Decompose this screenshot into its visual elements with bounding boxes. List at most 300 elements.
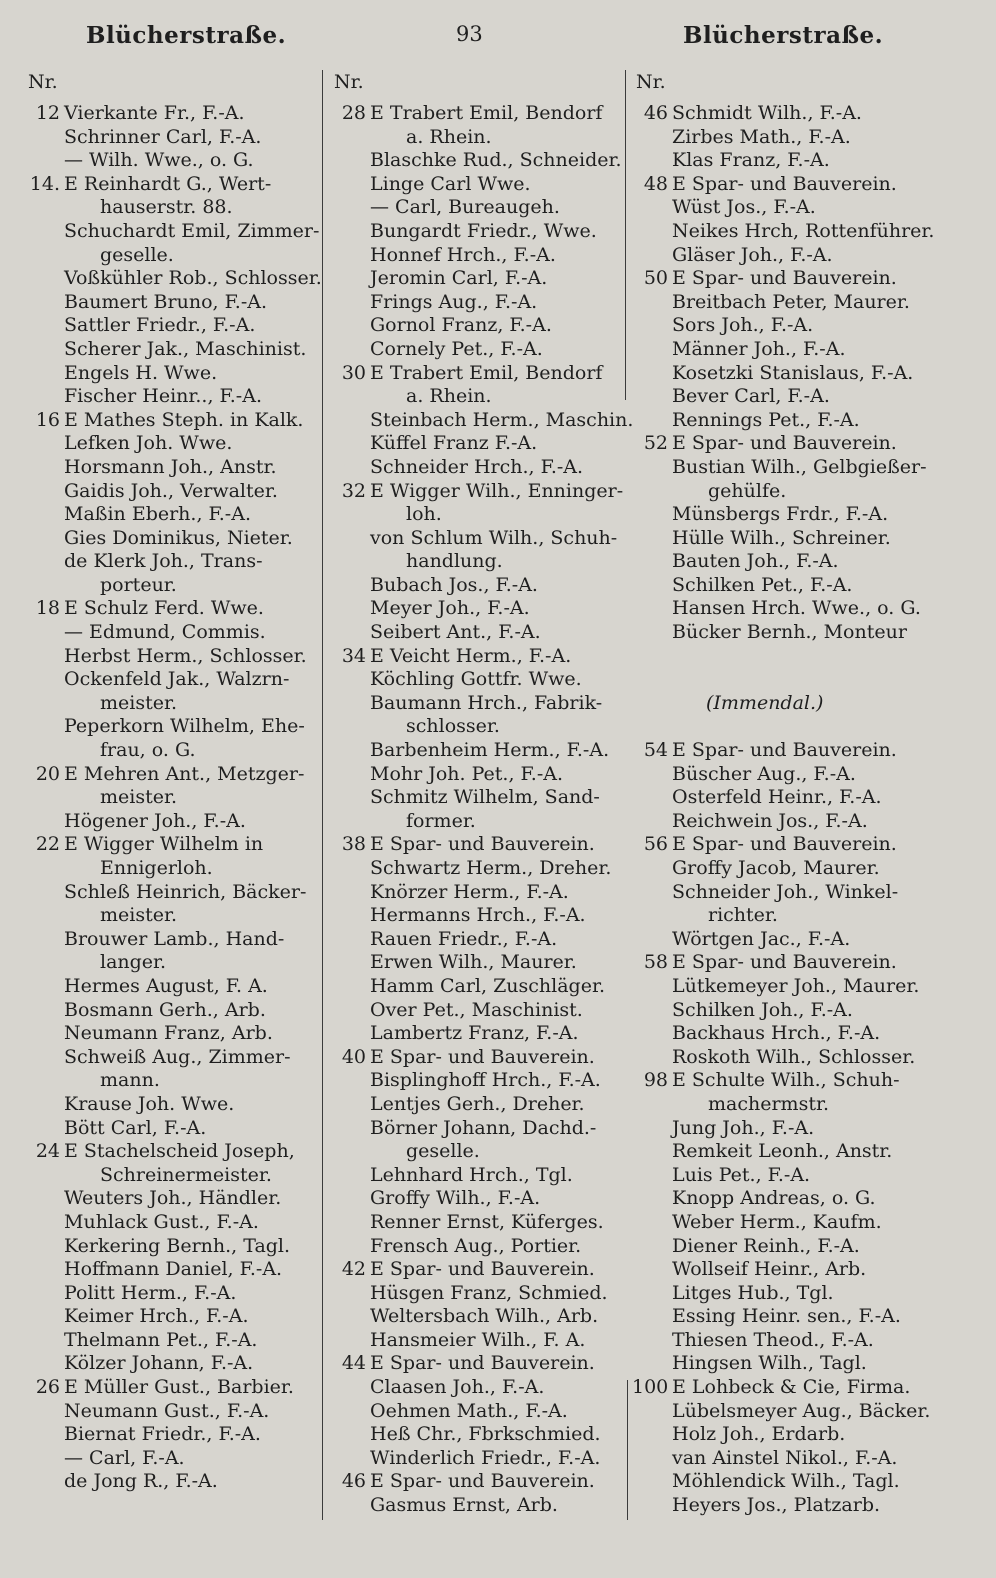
entry-text: Lehnhard Hrch., Tgl. xyxy=(370,1163,573,1186)
entry-text: former. xyxy=(406,809,476,832)
entry-text: E Spar- und Bauverein. xyxy=(370,1045,595,1068)
directory-entry xyxy=(330,857,620,881)
directory-entry xyxy=(632,1258,928,1282)
entry-text: mann. xyxy=(100,1069,160,1092)
page-number: 93 xyxy=(456,22,483,46)
directory-entry xyxy=(632,1305,928,1329)
entry-text: E Spar- und Bauverein. xyxy=(672,951,897,974)
entry-text: Bever Carl, F.-A. xyxy=(672,385,830,408)
directory-entry xyxy=(632,786,928,810)
directory-entry xyxy=(330,786,620,810)
directory-entry xyxy=(24,409,320,433)
entry-text: Lentjes Gerh., Dreher. xyxy=(370,1092,585,1115)
entry-text: Schrinner Carl, F.-A. xyxy=(64,125,262,148)
directory-entry xyxy=(330,1352,620,1376)
entry-text: E Spar- und Bauverein. xyxy=(672,833,897,856)
entry-text: Rauen Friedr., F.-A. xyxy=(370,927,558,950)
house-number: 34 xyxy=(341,644,366,667)
entry-text: Weuters Joh., Händler. xyxy=(64,1187,282,1210)
house-number: 32 xyxy=(341,479,366,502)
directory-entry xyxy=(330,951,620,975)
directory-entry xyxy=(632,999,928,1023)
entry-text: E Spar- und Bauverein. xyxy=(370,1352,595,1375)
directory-entry xyxy=(632,362,928,386)
directory-entry xyxy=(330,1022,620,1046)
entry-text: Schneider Hrch., F.-A. xyxy=(370,455,584,478)
directory-entry xyxy=(330,102,620,126)
entry-text: Münsbergs Frdr., F.-A. xyxy=(672,503,889,526)
directory-entry xyxy=(24,1117,320,1141)
directory-entry xyxy=(24,173,320,197)
directory-entry xyxy=(632,597,928,621)
entry-text: Schweiß Aug., Zimmer- xyxy=(64,1045,291,1068)
entry-text: Schreinermeister. xyxy=(100,1163,272,1186)
directory-entry xyxy=(330,1447,620,1471)
entry-text: Hingsen Wilh., Tagl. xyxy=(672,1352,867,1375)
entry-text: Fischer Heinr.., F.-A. xyxy=(64,385,262,408)
directory-entry xyxy=(24,1235,320,1259)
directory-entry xyxy=(632,1211,928,1235)
directory-entry xyxy=(632,1329,928,1353)
entry-text: Hermes August, F. A. xyxy=(64,974,268,997)
directory-entry xyxy=(330,126,620,150)
entry-text: Breitbach Peter, Maurer. xyxy=(672,290,910,313)
directory-entry xyxy=(632,1376,928,1400)
entry-text: Rennings Pet., F.-A. xyxy=(672,408,860,431)
column-heading: Nr. xyxy=(334,71,364,93)
directory-entry xyxy=(632,715,928,739)
entry-text: Lefken Joh. Wwe. xyxy=(64,432,233,455)
directory-entry xyxy=(24,456,320,480)
house-number: 42 xyxy=(341,1258,366,1281)
directory-entry xyxy=(330,1329,620,1353)
entry-text: Wüst Jos., F.-A. xyxy=(672,196,816,219)
entry-text: Thelmann Pet., F.-A. xyxy=(64,1328,258,1351)
column-divider xyxy=(322,70,323,1520)
entry-text: E Trabert Emil, Bendorf xyxy=(370,361,603,384)
directory-entry xyxy=(330,291,620,315)
directory-entry xyxy=(24,1423,320,1447)
directory-entry xyxy=(632,219,935,244)
house-number: 46 xyxy=(643,102,668,124)
column-2 xyxy=(330,68,634,1518)
entry-text: Kerkering Bernh., Tagl. xyxy=(64,1234,291,1257)
directory-entry xyxy=(24,149,320,173)
entry-text: Wollseif Heinr., Arb. xyxy=(672,1258,867,1281)
entry-text: Hülle Wilh., Schreiner. xyxy=(672,526,891,549)
directory-entry xyxy=(24,338,320,362)
directory-entry xyxy=(632,645,928,669)
entry-text: Politt Herm., F.-A. xyxy=(64,1281,237,1304)
entry-text: richter. xyxy=(708,904,778,927)
directory-entry xyxy=(632,763,928,787)
entry-text: Börner Johann, Dachd.- xyxy=(370,1116,597,1139)
directory-entry xyxy=(330,597,620,621)
directory-entry xyxy=(24,1329,320,1353)
house-number: 58 xyxy=(643,951,668,974)
directory-entry xyxy=(24,291,320,315)
directory-entry xyxy=(330,1140,620,1164)
directory-entry xyxy=(24,881,320,905)
entry-text: Krause Joh. Wwe. xyxy=(64,1092,235,1115)
directory-entry xyxy=(330,715,620,739)
house-number: 100 xyxy=(632,1376,669,1399)
entry-text: Neikes Hrch, Rottenführer. xyxy=(672,219,935,242)
directory-entry xyxy=(24,385,320,409)
entry-text: loh. xyxy=(406,503,442,526)
house-number: 14. xyxy=(29,172,60,195)
entry-text: Muhlack Gust., F.-A. xyxy=(64,1210,259,1233)
house-number: 12 xyxy=(35,102,60,124)
column-divider xyxy=(625,70,626,400)
entry-text: Backhaus Hrch., F.-A. xyxy=(672,1022,881,1045)
entry-text: Remkeit Leonh., Anstr. xyxy=(672,1140,893,1163)
entry-text: Erwen Wilh., Maurer. xyxy=(370,951,577,974)
entry-text: E Spar- und Bauverein. xyxy=(370,833,595,856)
directory-entry xyxy=(24,1376,320,1400)
directory-entry xyxy=(632,1470,928,1494)
entry-text: Jeromin Carl, F.-A. xyxy=(370,267,548,290)
entry-text: E Reinhardt G., Wert- xyxy=(64,172,272,195)
directory-entry xyxy=(24,196,320,220)
directory-entry xyxy=(632,928,928,952)
entry-text: Gies Dominikus, Nieter. xyxy=(64,526,293,549)
directory-entry xyxy=(330,881,620,905)
entry-text: Kölzer Johann, F.-A. xyxy=(64,1352,254,1375)
directory-entry xyxy=(632,739,928,763)
entry-text: E Trabert Emil, Bendorf xyxy=(370,102,603,124)
entry-text: Osterfeld Heinr., F.-A. xyxy=(672,786,882,809)
directory-entry xyxy=(330,645,620,669)
entry-text: Winderlich Friedr., F.-A. xyxy=(370,1446,601,1469)
directory-entry xyxy=(632,951,928,975)
entry-text: Groffy Wilh., F.-A. xyxy=(370,1187,541,1210)
entry-text: Holz Joh., Erdarb. xyxy=(672,1423,846,1446)
entry-text: Baumann Hrch., Fabrik- xyxy=(370,691,603,714)
entry-text: Bubach Jos., F.-A. xyxy=(370,573,538,596)
entry-text: Högener Joh., F.-A. xyxy=(64,809,246,832)
entry-text: de Jong R., F.-A. xyxy=(64,1470,218,1493)
directory-entry xyxy=(330,928,620,952)
entry-text: Gaidis Joh., Verwalter. xyxy=(64,479,278,502)
entry-text: Neumann Franz, Arb. xyxy=(64,1022,273,1045)
entry-text: a. Rhein. xyxy=(406,385,492,408)
entry-text: meister. xyxy=(100,786,178,809)
house-number: 48 xyxy=(643,172,668,195)
directory-entry xyxy=(24,1187,320,1211)
entry-text: Kosetzki Stanislaus, F.-A. xyxy=(672,361,914,384)
directory-entry xyxy=(24,810,320,834)
directory-entry xyxy=(330,1164,620,1188)
directory-entry xyxy=(24,999,320,1023)
entry-text: Over Pet., Maschinist. xyxy=(370,998,583,1021)
directory-entry xyxy=(632,904,928,928)
directory-entry xyxy=(24,550,320,574)
directory-entry xyxy=(24,1447,320,1471)
entry-text: Oehmen Math., F.-A. xyxy=(370,1399,568,1422)
directory-entry xyxy=(24,1305,320,1329)
entry-text: Lütkemeyer Joh., Maurer. xyxy=(672,974,920,997)
entry-text: E Lohbeck & Cie, Firma. xyxy=(672,1376,911,1399)
house-number: 56 xyxy=(643,833,668,856)
entry-text: E Spar- und Bauverein. xyxy=(672,172,897,195)
directory-entry xyxy=(632,1046,928,1070)
entry-text: E Spar- und Bauverein. xyxy=(672,267,897,290)
entry-text: Steinbach Herm., Maschin. xyxy=(370,408,634,431)
directory-entry xyxy=(330,574,620,598)
directory-entry xyxy=(330,810,620,834)
directory-entry xyxy=(632,432,928,456)
directory-entry xyxy=(24,597,320,621)
entry-text: Renner Ernst, Küferges. xyxy=(370,1210,604,1233)
directory-entry xyxy=(24,102,320,126)
entry-text: langer. xyxy=(100,951,167,974)
entry-text: Bungardt Friedr., Wwe. xyxy=(370,219,597,242)
entry-text: E Spar- und Bauverein. xyxy=(672,739,897,762)
directory-entry xyxy=(632,1423,928,1447)
directory-entry xyxy=(330,1282,620,1306)
directory-entry xyxy=(330,338,620,362)
entry-text: de Klerk Joh., Trans- xyxy=(64,550,263,573)
entry-text: Ockenfeld Jak., Walzrn- xyxy=(64,668,290,691)
directory-entry xyxy=(24,1140,320,1164)
directory-entry xyxy=(24,715,320,739)
entry-text: Hansen Hrch. Wwe., o. G. xyxy=(672,597,921,620)
directory-entry xyxy=(24,574,320,598)
directory-entry xyxy=(632,456,928,480)
entry-text: Weltersbach Wilh., Arb. xyxy=(370,1305,599,1328)
directory-entry xyxy=(632,1022,928,1046)
running-head-left: Blücherstraße. xyxy=(86,22,287,49)
entry-text: E Veicht Herm., F.-A. xyxy=(370,644,572,667)
entry-text: Keimer Hrch., F.-A. xyxy=(64,1305,249,1328)
directory-entry xyxy=(632,574,928,598)
directory-entry xyxy=(24,786,320,810)
directory-entry xyxy=(24,904,320,928)
directory-entry xyxy=(632,1117,928,1141)
entry-text: Voßkühler Rob., Schlosser. xyxy=(64,267,322,290)
entry-text: E Schulte Wilh., Schuh- xyxy=(672,1069,900,1092)
entry-text: Gasmus Ernst, Arb. xyxy=(370,1494,558,1517)
column-3 xyxy=(632,68,935,1518)
directory-entry xyxy=(632,1282,928,1306)
directory-entry xyxy=(24,432,320,456)
entry-text: Mohr Joh. Pet., F.-A. xyxy=(370,762,563,785)
directory-entry xyxy=(24,645,320,669)
house-number: 28 xyxy=(341,102,366,124)
entry-text: a. Rhein. xyxy=(406,125,492,148)
entry-text: Heyers Jos., Platzarb. xyxy=(672,1494,881,1517)
entry-text: Lambertz Franz, F.-A. xyxy=(370,1022,579,1045)
directory-entry xyxy=(330,833,620,857)
directory-entry xyxy=(330,1400,620,1424)
directory-entry xyxy=(632,196,928,220)
entry-text: E Stachelscheid Joseph, xyxy=(64,1140,295,1163)
entry-text: Roskoth Wilh., Schlosser. xyxy=(672,1045,916,1068)
entry-text: Küffel Franz F.-A. xyxy=(370,432,538,455)
directory-entry xyxy=(24,763,320,787)
directory-entry xyxy=(632,338,928,362)
entry-text: frau, o. G. xyxy=(100,739,196,762)
entry-text: Herbst Herm., Schlosser. xyxy=(64,644,307,667)
directory-entry xyxy=(24,928,320,952)
entry-text: Möhlendick Wilh., Tagl. xyxy=(672,1470,900,1493)
directory-entry xyxy=(24,668,320,692)
directory-entry xyxy=(632,833,928,857)
directory-entry xyxy=(632,1352,928,1376)
directory-entry xyxy=(632,385,928,409)
directory-entry xyxy=(330,1423,620,1447)
directory-entry xyxy=(330,196,620,220)
directory-entry xyxy=(330,1093,620,1117)
directory-entry xyxy=(330,1187,620,1211)
house-number: 98 xyxy=(643,1069,668,1092)
entry-text: Engels H. Wwe. xyxy=(64,361,218,384)
entry-text: geselle. xyxy=(406,1140,480,1163)
entry-text: Maßin Eberh., F.-A. xyxy=(64,503,251,526)
directory-entry xyxy=(24,739,320,763)
directory-entry xyxy=(330,692,620,716)
directory-entry xyxy=(330,1258,620,1282)
entry-text: Baumert Bruno, F.-A. xyxy=(64,290,268,313)
directory-entry xyxy=(330,1046,620,1070)
directory-entry xyxy=(24,244,320,268)
column-heading: Nr. xyxy=(28,71,58,93)
entry-text: Seibert Ant., F.-A. xyxy=(370,621,541,644)
directory-entry xyxy=(24,1069,320,1093)
directory-entry xyxy=(330,220,620,244)
entry-text: meister. xyxy=(100,691,178,714)
house-number: 50 xyxy=(643,267,668,290)
directory-entry xyxy=(24,951,320,975)
entry-text: Brouwer Lamb., Hand- xyxy=(64,927,285,950)
entry-text: E Spar- und Bauverein. xyxy=(672,432,897,455)
directory-entry xyxy=(330,621,620,645)
entry-text: E Mehren Ant., Metzger- xyxy=(64,762,305,785)
directory-entry xyxy=(24,1400,320,1424)
entry-text: Litges Hub., Tgl. xyxy=(672,1281,834,1304)
house-number: 40 xyxy=(341,1045,366,1068)
entry-text: hauserstr. 88. xyxy=(100,196,233,219)
house-number: 44 xyxy=(341,1352,366,1375)
entry-text: Zirbes Math., F.-A. xyxy=(672,125,851,148)
directory-entry xyxy=(330,668,620,692)
entry-text: von Schlum Wilh., Schuh- xyxy=(370,526,618,549)
entry-text: Wörtgen Jac., F.-A. xyxy=(672,927,851,950)
directory-entry xyxy=(330,149,620,173)
directory-entry xyxy=(24,975,320,999)
entry-text: — Carl, Bureaugeh. xyxy=(370,196,560,219)
house-number: 24 xyxy=(35,1140,60,1163)
directory-entry xyxy=(330,739,620,763)
directory-entry xyxy=(24,1470,320,1494)
entry-text: Knopp Andreas, o. G. xyxy=(672,1187,876,1210)
entry-text: Heß Chr., Fbrkschmied. xyxy=(370,1423,601,1446)
entry-text: Blaschke Rud., Schneider. xyxy=(370,149,622,172)
directory-entry xyxy=(330,244,620,268)
directory-entry xyxy=(632,881,928,905)
entry-text: Hansmeier Wilh., F. A. xyxy=(370,1328,586,1351)
entry-text: Gläser Joh., F.-A. xyxy=(672,243,833,266)
entry-text: Frings Aug., F.-A. xyxy=(370,290,538,313)
directory-entry xyxy=(330,479,624,504)
directory-entry xyxy=(632,149,928,173)
directory-entry xyxy=(330,173,620,197)
entry-text: Hüsgen Franz, Schmied. xyxy=(370,1281,608,1304)
directory-entry xyxy=(24,1282,320,1306)
entry-text: meister. xyxy=(100,904,178,927)
directory-entry xyxy=(330,975,620,999)
entry-text: gehülfe. xyxy=(708,479,787,502)
entry-text: Hermanns Hrch., F.-A. xyxy=(370,904,586,927)
directory-entry xyxy=(24,1352,320,1376)
entry-text: Linge Carl Wwe. xyxy=(370,172,531,195)
entry-text: Schmitz Wilhelm, Sand- xyxy=(370,786,600,809)
directory-entry xyxy=(330,314,620,338)
directory-entry xyxy=(24,621,320,645)
directory-entry xyxy=(330,1470,620,1494)
entry-text: Büscher Aug., F.-A. xyxy=(672,762,856,785)
entry-text: Scherer Jak., Maschinist. xyxy=(64,337,307,360)
entry-text: Barbenheim Herm., F.-A. xyxy=(370,739,610,762)
directory-entry xyxy=(24,480,320,504)
directory-entry xyxy=(24,833,320,857)
directory-entry xyxy=(632,1140,928,1164)
entry-text: Bauten Joh., F.-A. xyxy=(672,550,839,573)
directory-entry xyxy=(632,126,928,150)
entry-text: Claasen Joh., F.-A. xyxy=(370,1376,545,1399)
entry-text: Ennigerloh. xyxy=(100,857,213,879)
entry-text: Peperkorn Wilhelm, Ehe- xyxy=(64,715,305,738)
entry-text: Schilken Joh., F.-A. xyxy=(672,998,853,1021)
directory-entry xyxy=(330,432,620,456)
directory-entry xyxy=(632,409,928,433)
column-1 xyxy=(24,68,320,1494)
directory-entry xyxy=(632,267,928,291)
directory-entry xyxy=(632,975,928,999)
directory-entry xyxy=(632,1235,928,1259)
directory-entry xyxy=(330,1494,620,1518)
entry-text: Klas Franz, F.-A. xyxy=(672,149,830,172)
house-number: 18 xyxy=(35,597,60,620)
entry-text: machermstr. xyxy=(708,1092,829,1115)
directory-entry xyxy=(632,1093,928,1117)
directory-entry xyxy=(632,102,928,126)
directory-entry xyxy=(330,763,620,787)
directory-entry xyxy=(330,267,620,291)
directory-entry xyxy=(24,314,320,338)
house-number: 38 xyxy=(341,833,366,856)
column-divider xyxy=(627,1380,628,1520)
directory-entry xyxy=(24,1258,320,1282)
entry-text: E Müller Gust., Barbier. xyxy=(64,1376,294,1399)
entry-text: Gornol Franz, F.-A. xyxy=(370,314,552,337)
directory-entry xyxy=(330,456,620,480)
entry-text: E Spar- und Bauverein. xyxy=(370,1258,595,1281)
house-number: 26 xyxy=(35,1376,60,1399)
entry-text: — Carl, F.-A. xyxy=(64,1446,185,1469)
entry-text: Schilken Pet., F.-A. xyxy=(672,573,853,596)
entry-text: Honnef Hrch., F.-A. xyxy=(370,243,556,266)
entry-text: geselle. xyxy=(100,243,174,266)
directory-entry xyxy=(632,1187,928,1211)
entry-text: Hamm Carl, Zuschläger. xyxy=(370,974,605,997)
directory-entry xyxy=(24,1164,320,1188)
entry-text: — Wilh. Wwe., o. G. xyxy=(64,149,254,172)
directory-entry xyxy=(632,1494,928,1518)
directory-entry xyxy=(330,999,620,1023)
entry-text: schlosser. xyxy=(406,715,500,738)
